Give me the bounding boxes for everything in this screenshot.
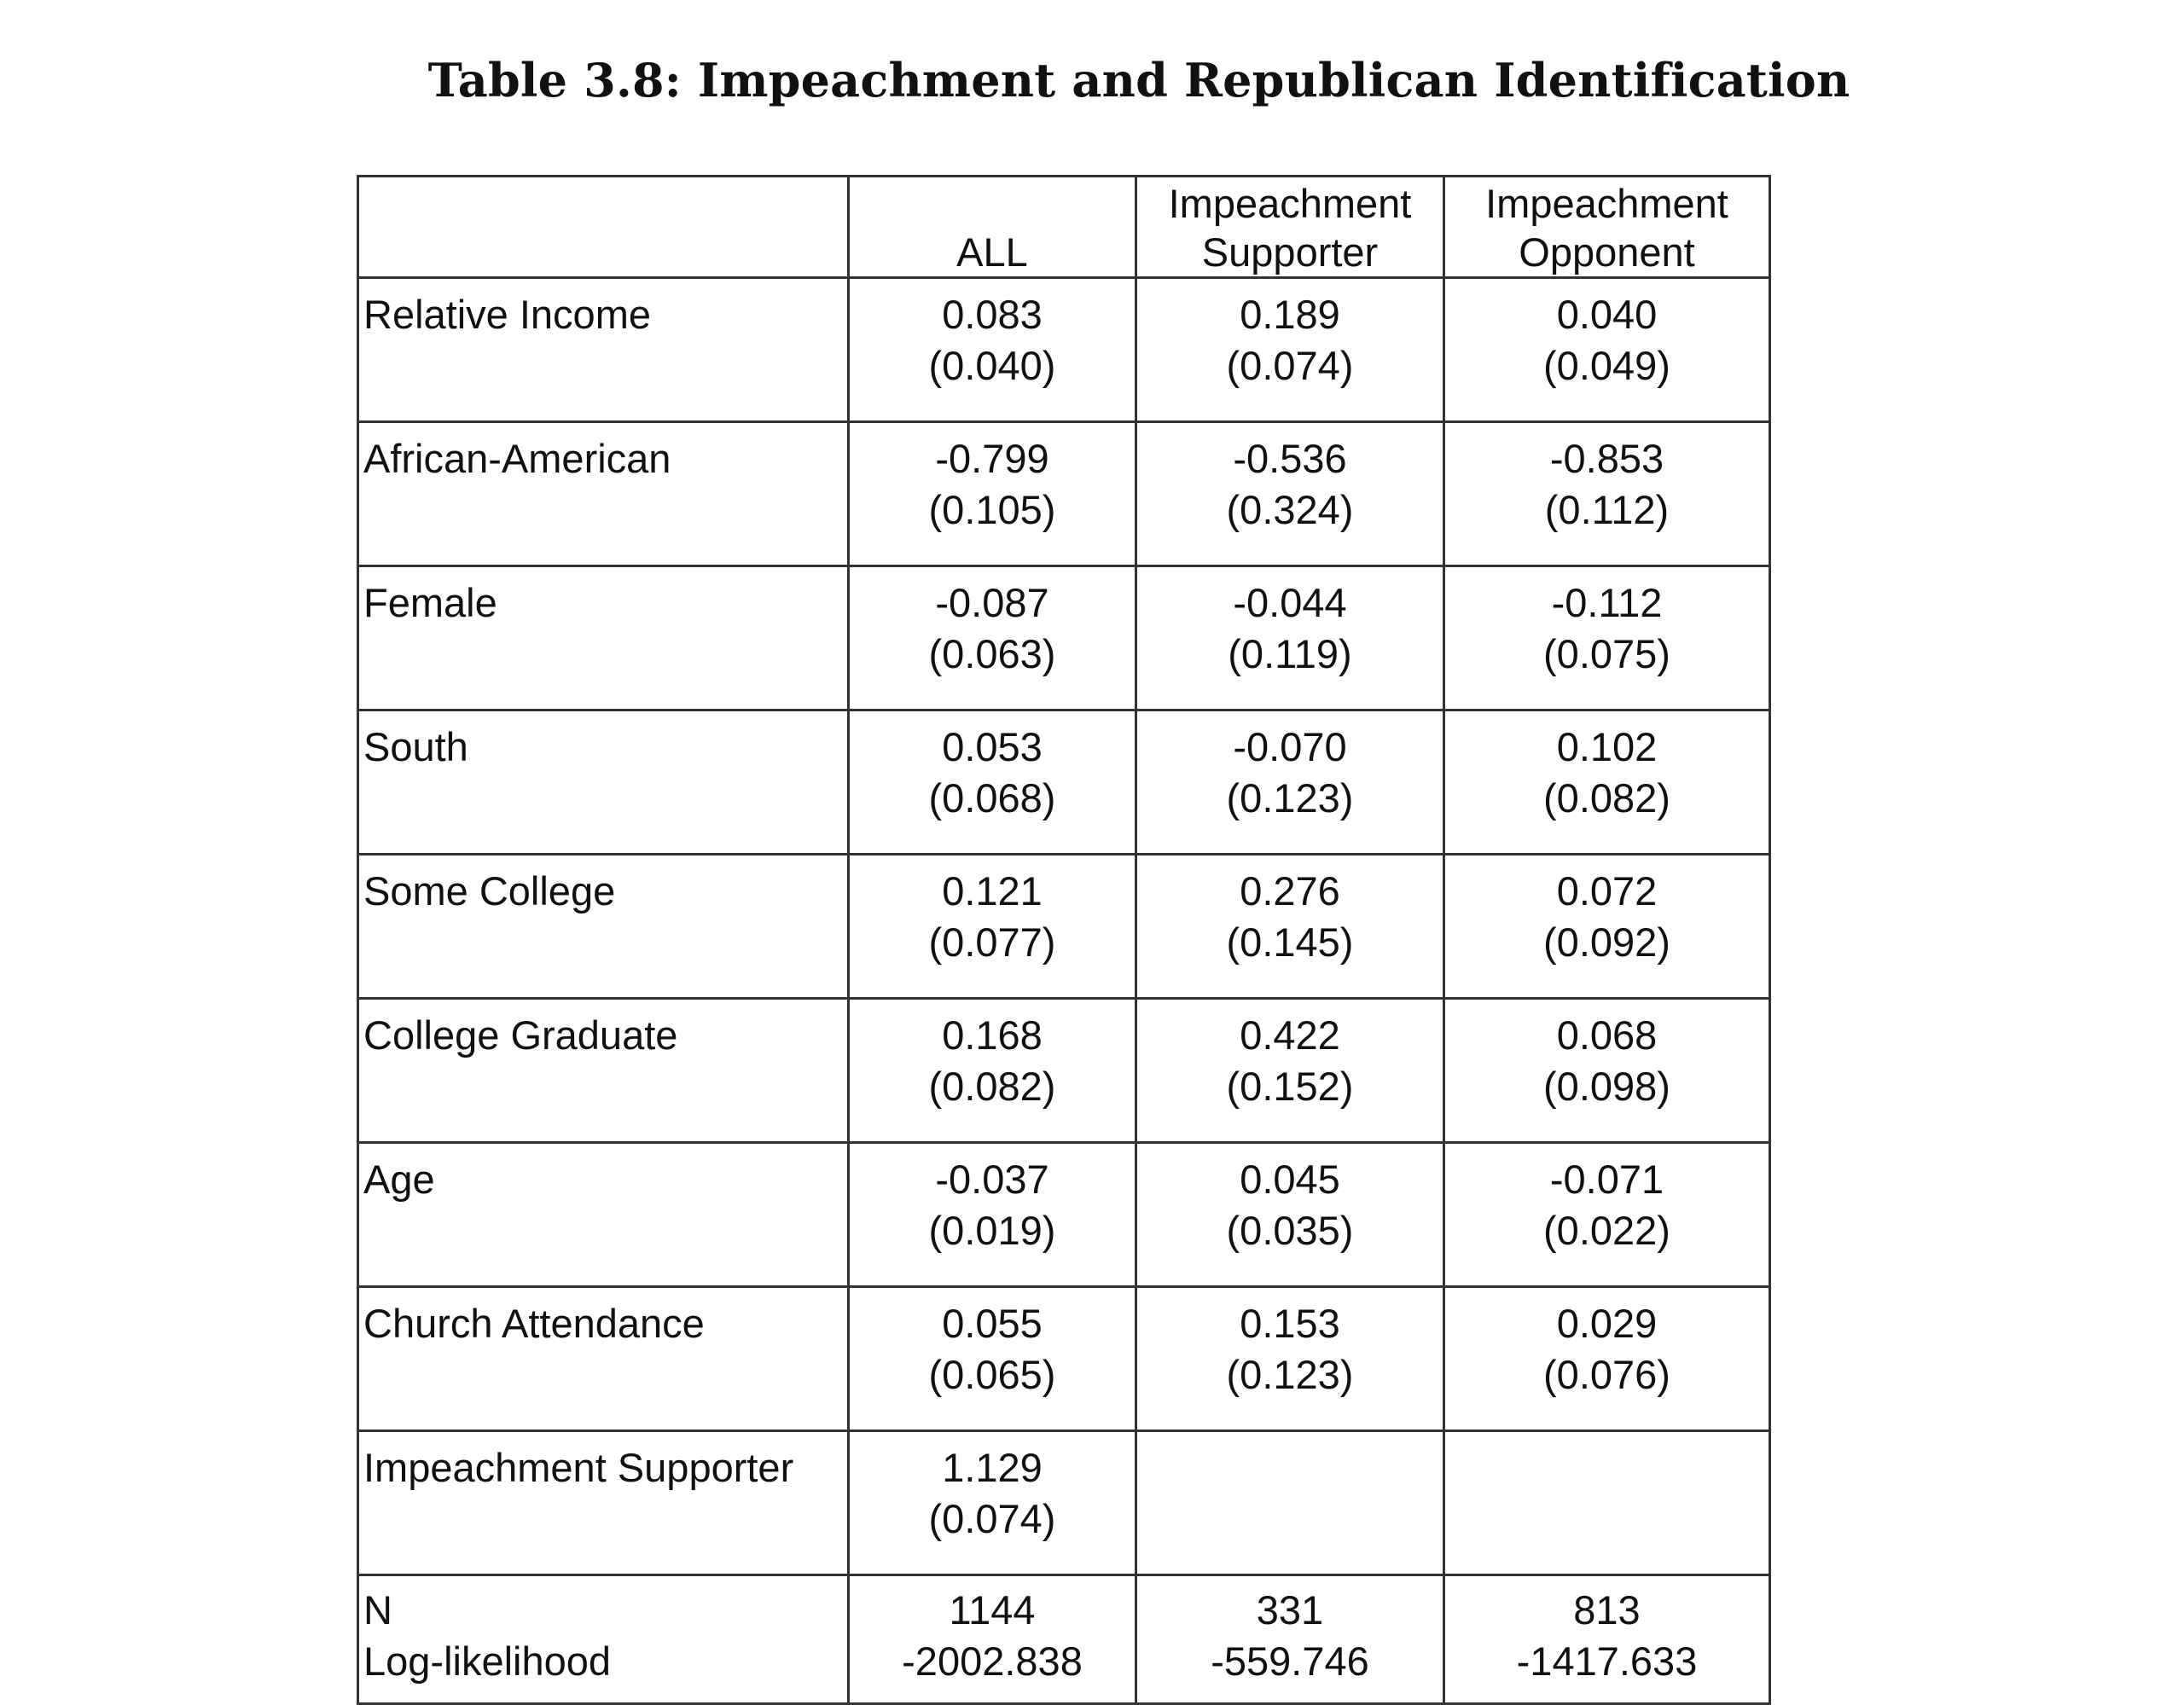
standard-error: (0.022) <box>1543 1208 1670 1253</box>
estimate-cell <box>1136 278 1444 422</box>
coefficient: -0.087 <box>935 580 1049 625</box>
standard-error: (0.019) <box>928 1208 1056 1253</box>
estimate-cell <box>1444 999 1770 1143</box>
row-label: Church Attendance <box>358 1287 849 1431</box>
coefficient: 1.129 <box>942 1445 1043 1490</box>
table-row <box>358 999 1770 1143</box>
estimate-cell <box>1136 1431 1444 1575</box>
coefficient: 0.153 <box>1240 1301 1340 1346</box>
estimate-cell <box>849 999 1136 1143</box>
row-label: College Graduate <box>358 999 849 1143</box>
estimate-cell <box>1136 710 1444 855</box>
estimate-cell <box>849 855 1136 999</box>
estimate-cell <box>1136 855 1444 999</box>
row-label: African-American <box>358 422 849 566</box>
header-row <box>358 177 1770 278</box>
row-label: Relative Income <box>358 278 849 422</box>
coefficient: 0.055 <box>942 1301 1043 1346</box>
standard-error: (0.123) <box>1226 775 1354 821</box>
estimate-cell <box>849 566 1136 710</box>
table-row <box>358 710 1770 855</box>
estimate-cell <box>849 278 1136 422</box>
standard-error: (0.065) <box>928 1352 1056 1397</box>
table-row <box>358 855 1770 999</box>
footer-label-cell <box>358 1575 849 1704</box>
coefficient: 0.083 <box>942 292 1043 337</box>
n-value: 1144 <box>949 1587 1036 1633</box>
n-value: 331 <box>1256 1587 1324 1633</box>
estimate-cell <box>1444 710 1770 855</box>
standard-error: (0.068) <box>928 775 1056 821</box>
standard-error: (0.112) <box>1544 487 1670 532</box>
estimate-cell <box>849 1143 1136 1287</box>
standard-error: (0.092) <box>1543 919 1670 965</box>
standard-error: (0.082) <box>928 1064 1056 1109</box>
header-line2: Opponent <box>1519 229 1695 275</box>
standard-error: (0.075) <box>1543 631 1670 676</box>
coefficient: 0.045 <box>1240 1157 1340 1202</box>
estimate-cell <box>1444 566 1770 710</box>
row-label: South <box>358 710 849 855</box>
estimate-cell <box>1136 566 1444 710</box>
coefficient: 0.189 <box>1240 292 1340 337</box>
standard-error: (0.123) <box>1226 1352 1354 1397</box>
row-label: Female <box>358 566 849 710</box>
coefficient: -0.853 <box>1549 436 1664 481</box>
table-row <box>358 278 1770 422</box>
table-row <box>358 1287 1770 1431</box>
standard-error: (0.152) <box>1226 1064 1354 1109</box>
standard-error: (0.105) <box>928 487 1056 532</box>
log-likelihood-value: -559.746 <box>1211 1638 1369 1684</box>
coefficient: 0.040 <box>1556 292 1658 337</box>
estimate-cell <box>849 1431 1136 1575</box>
coefficient: 0.072 <box>1556 868 1658 913</box>
header-line2: Supporter <box>1201 229 1379 275</box>
footer-cell-opponent <box>1444 1575 1770 1704</box>
estimate-cell <box>1136 422 1444 566</box>
header-cell-supporter <box>1136 177 1444 278</box>
estimate-cell <box>1136 1287 1444 1431</box>
table-row <box>358 422 1770 566</box>
estimate-cell <box>1136 1143 1444 1287</box>
coefficient: -0.536 <box>1233 436 1347 481</box>
coefficient: -0.044 <box>1233 580 1347 625</box>
footer-row <box>358 1575 1770 1704</box>
standard-error: (0.074) <box>928 1496 1056 1541</box>
header-line1: Impeachment <box>1168 181 1412 226</box>
estimate-cell <box>1444 1143 1770 1287</box>
standard-error: (0.074) <box>1226 343 1354 388</box>
standard-error: (0.082) <box>1543 775 1670 821</box>
coefficient: -0.037 <box>935 1157 1049 1202</box>
table-row <box>358 1143 1770 1287</box>
coefficient: -0.071 <box>1549 1157 1664 1202</box>
standard-error: (0.049) <box>1543 343 1670 388</box>
coefficient: -0.799 <box>935 436 1049 481</box>
standard-error: (0.324) <box>1226 487 1354 532</box>
n-value: 813 <box>1573 1587 1641 1633</box>
standard-error: (0.077) <box>928 919 1056 965</box>
table-row <box>358 566 1770 710</box>
footer-cell-supporter <box>1136 1575 1444 1704</box>
footer-cell-all <box>849 1575 1136 1704</box>
coefficient: -0.112 <box>1551 580 1663 625</box>
header-line2: ALL <box>956 229 1028 275</box>
regression-table <box>357 175 1771 1705</box>
coefficient: 0.068 <box>1556 1012 1658 1058</box>
header-line1: Impeachment <box>1485 181 1728 226</box>
log-likelihood-value: -2002.838 <box>902 1638 1083 1684</box>
estimate-cell <box>849 710 1136 855</box>
row-label: Some College <box>358 855 849 999</box>
standard-error: (0.063) <box>928 631 1056 676</box>
coefficient: 0.053 <box>942 724 1043 769</box>
log-likelihood-label: Log-likelihood <box>363 1638 612 1684</box>
log-likelihood-value: -1417.633 <box>1516 1638 1698 1684</box>
standard-error: (0.040) <box>928 343 1056 388</box>
standard-error: (0.076) <box>1543 1352 1670 1397</box>
coefficient: 0.168 <box>942 1012 1043 1058</box>
standard-error: (0.119) <box>1228 631 1352 676</box>
table-title: Table 3.8: Impeachment and Republican Identification <box>427 53 1850 107</box>
estimate-cell <box>1444 1431 1770 1575</box>
header-cell-all <box>849 177 1136 278</box>
coefficient: 0.121 <box>942 868 1043 913</box>
estimate-cell <box>1444 422 1770 566</box>
standard-error: (0.035) <box>1226 1208 1354 1253</box>
header-cell-opponent <box>1444 177 1770 278</box>
header-cell-blank <box>358 177 849 278</box>
standard-error: (0.145) <box>1226 919 1354 965</box>
estimate-cell <box>1136 999 1444 1143</box>
estimate-cell <box>1444 278 1770 422</box>
estimate-cell <box>849 422 1136 566</box>
row-label: Impeachment Supporter <box>358 1431 849 1575</box>
estimate-cell <box>1444 855 1770 999</box>
coefficient: -0.070 <box>1233 724 1347 769</box>
coefficient: 0.276 <box>1240 868 1340 913</box>
coefficient: 0.422 <box>1240 1012 1340 1058</box>
coefficient: 0.102 <box>1556 724 1658 769</box>
estimate-cell <box>1444 1287 1770 1431</box>
row-label: Age <box>358 1143 849 1287</box>
estimate-cell <box>849 1287 1136 1431</box>
n-label: N <box>363 1587 392 1633</box>
table-row <box>358 1431 1770 1575</box>
coefficient: 0.029 <box>1556 1301 1658 1346</box>
standard-error: (0.098) <box>1543 1064 1670 1109</box>
